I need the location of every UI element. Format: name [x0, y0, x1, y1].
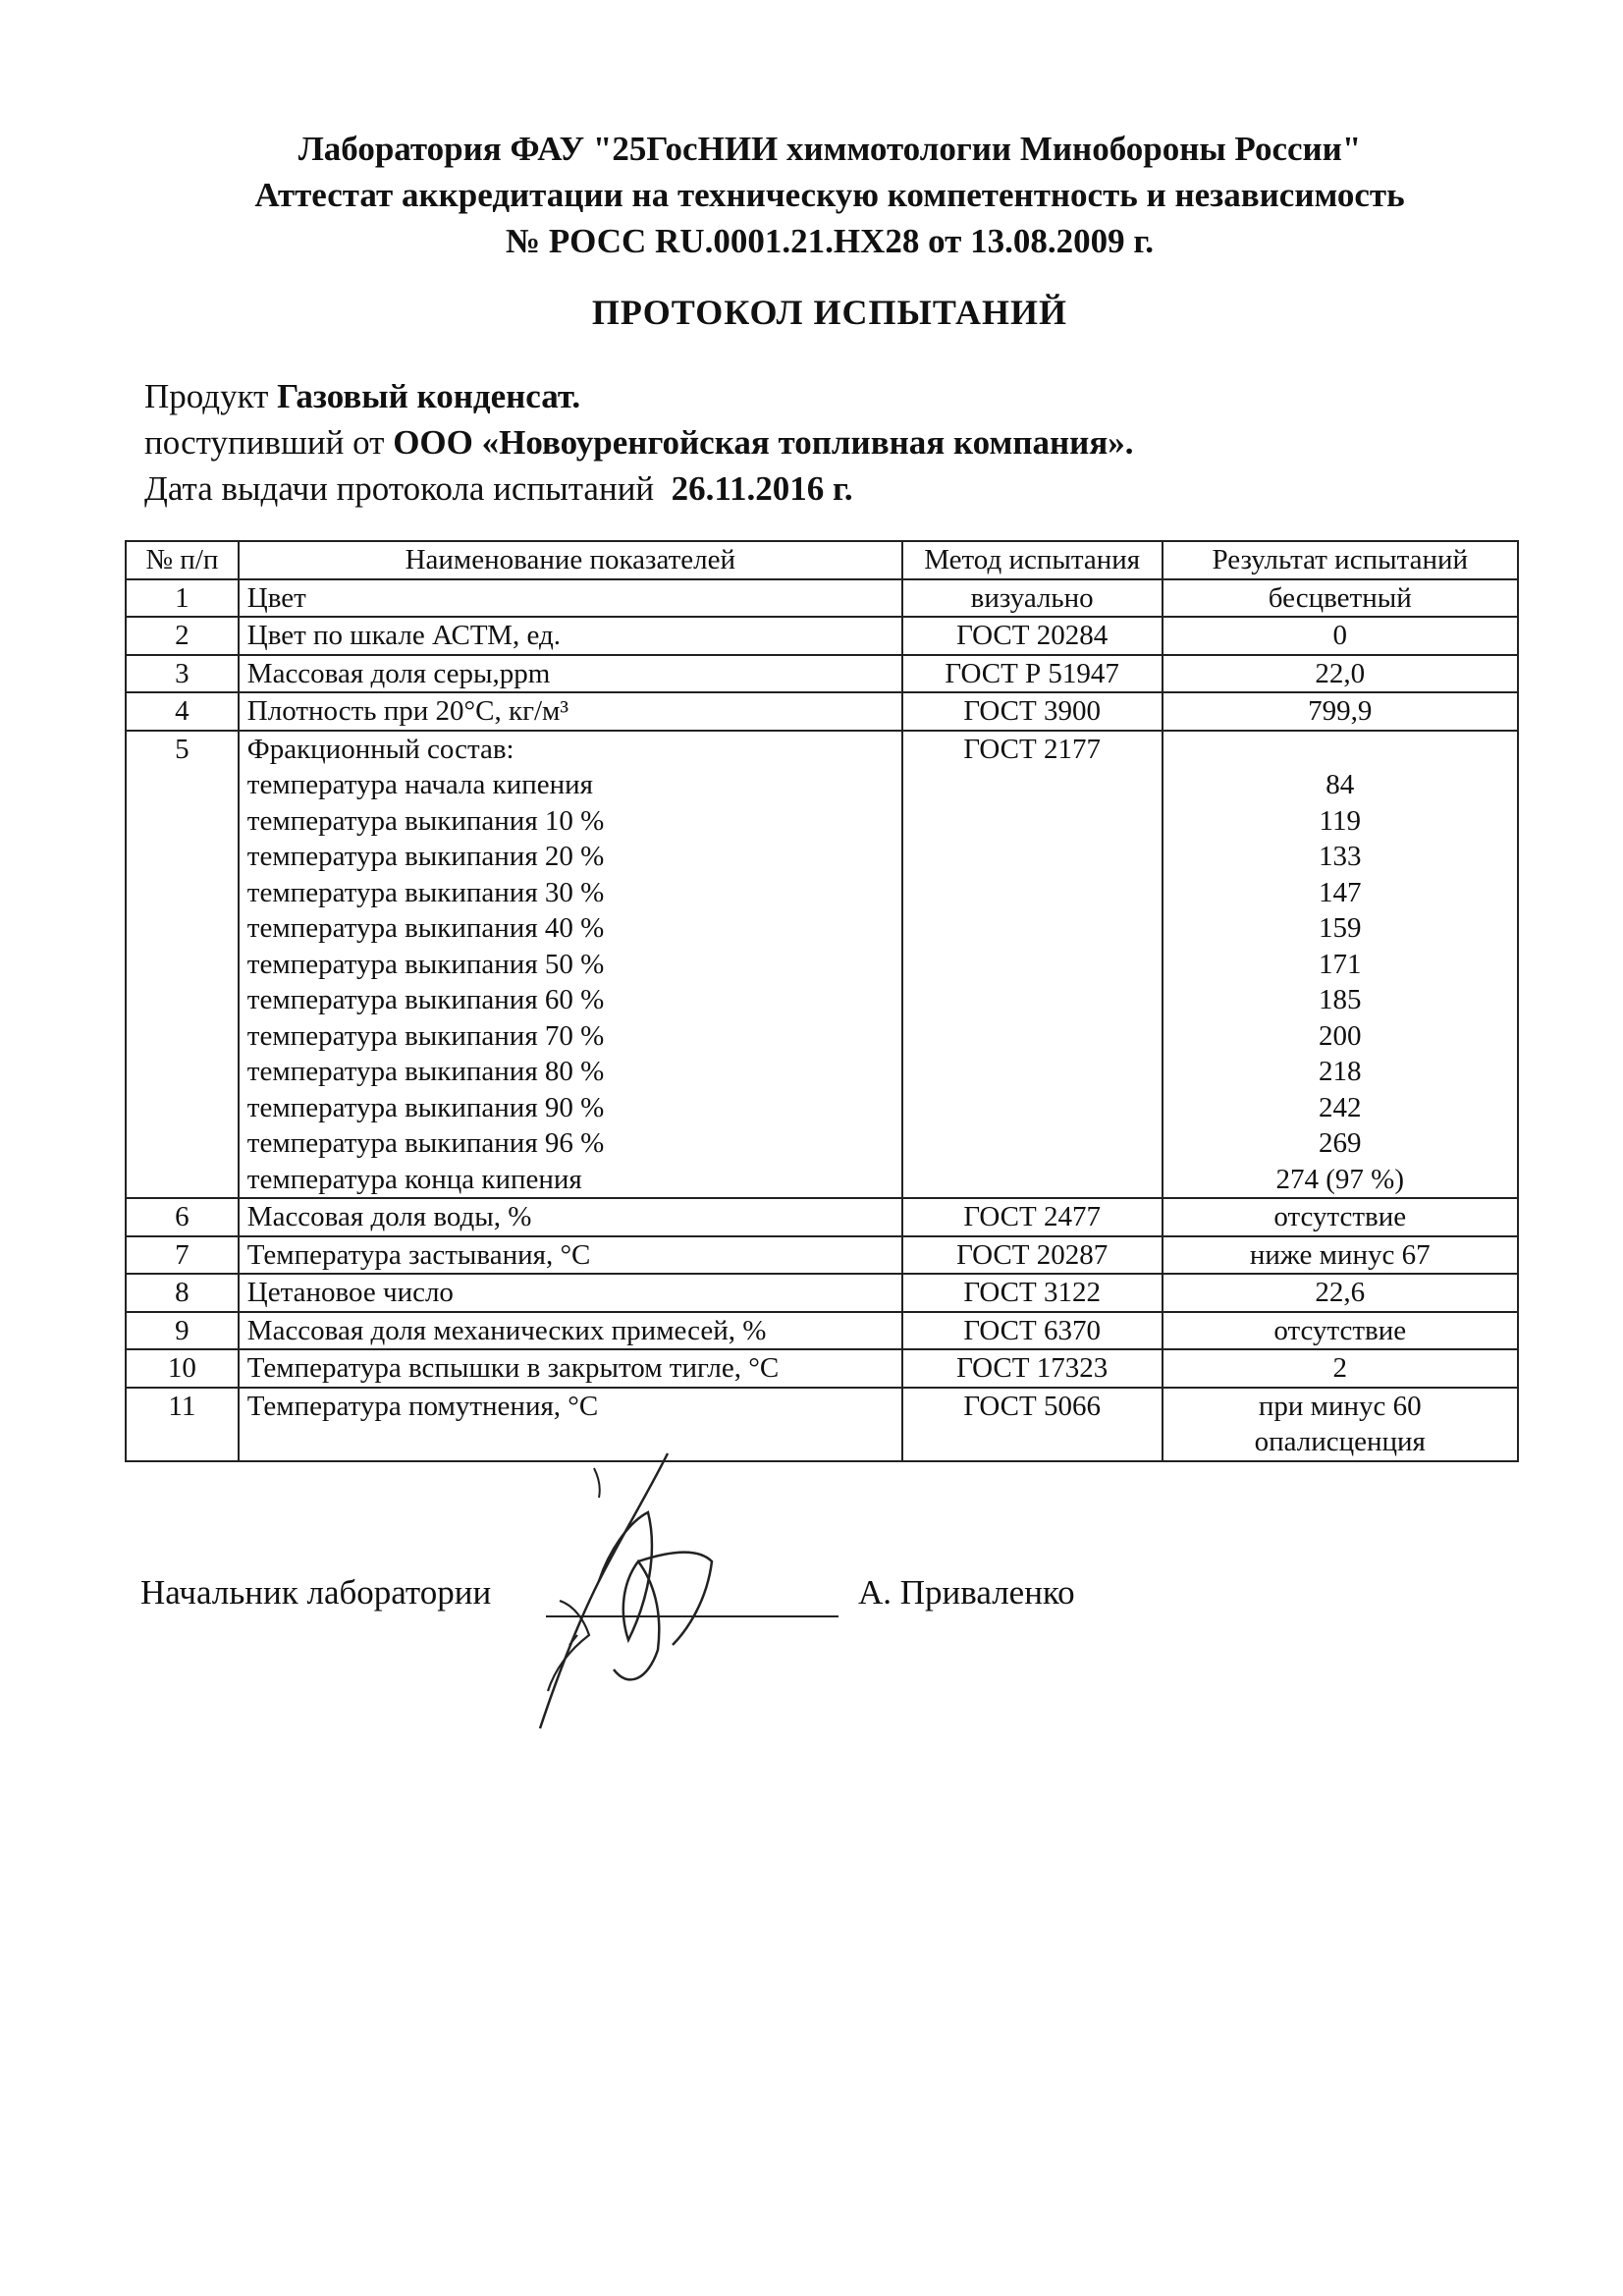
row-result-value: отсутствие	[1273, 1201, 1407, 1232]
row-indicator: Массовая доля механических примесей, %	[239, 1312, 902, 1350]
row-result	[1163, 1349, 1519, 1388]
signature-line	[546, 1615, 839, 1617]
document-title: ПРОТОКОЛ ИСПЫТАНИЙ	[591, 293, 1068, 332]
row-indicator: Цвет по шкале АСТМ, ед.	[239, 617, 902, 655]
supplier-value: ООО «Новоуренгойская топливная компания».	[393, 423, 1134, 462]
row-number: 8	[126, 1274, 239, 1312]
fraction-title: Фракционный состав:	[246, 733, 514, 765]
table-row	[126, 1236, 1518, 1275]
row-indicator: Температура застывания, °С	[239, 1236, 902, 1275]
row-result-value: 22,6	[1315, 1277, 1366, 1308]
row-result	[1163, 617, 1519, 655]
row-result	[1163, 1388, 1519, 1461]
table-row	[126, 655, 1518, 693]
fraction-item-result: 147	[1319, 876, 1362, 908]
fraction-item-name: температура выкипания 40 %	[246, 912, 605, 944]
row-indicator: Цвет	[239, 579, 902, 618]
row-result-value: 2	[1332, 1352, 1347, 1384]
row-number: 11	[126, 1388, 239, 1461]
row-indicator: Массовая доля серы,ppm	[239, 655, 902, 693]
table-header-row	[126, 541, 1518, 579]
row-indicator: Температура помутнения, °С	[239, 1388, 902, 1461]
row-result	[1163, 579, 1519, 618]
certificate-number: № РОСС RU.0001.21.НХ28 от 13.08.2009 г.	[505, 222, 1155, 260]
handwritten-signature	[501, 1434, 756, 1748]
results-table	[125, 540, 1519, 1462]
row-method: ГОСТ 20284	[902, 617, 1163, 655]
row-result-value: бесцветный	[1268, 581, 1412, 614]
row-number: 1	[126, 579, 239, 618]
accreditation-line: Аттестат аккредитации на техническую компетентность и независимость	[254, 176, 1405, 214]
fraction-item-name: температура выкипания 70 %	[246, 1019, 605, 1052]
fraction-item-result: 200	[1319, 1019, 1362, 1052]
fraction-item-name: температура выкипания 20 %	[246, 841, 605, 872]
row-result-value: при минус 60	[1258, 1390, 1422, 1422]
row-method: ГОСТ 5066	[902, 1388, 1163, 1461]
product-label: Продукт	[144, 377, 269, 415]
table-row	[126, 1274, 1518, 1312]
row-method: ГОСТ Р 51947	[902, 655, 1163, 693]
fraction-item-name: температура выкипания 30 %	[246, 876, 605, 908]
product-value: Газовый конденсат.	[277, 377, 581, 415]
row-method: ГОСТ 17323	[902, 1349, 1163, 1388]
row-result-value: 799,9	[1308, 695, 1373, 727]
date-line	[144, 465, 1134, 512]
product-info	[144, 373, 1134, 512]
fraction-item-name: температура выкипания 10 %	[246, 804, 605, 837]
lab-name: Лаборатория ФАУ "25ГосНИИ химмотологии Минобороны России"	[298, 130, 1362, 168]
table-row	[126, 692, 1518, 731]
fraction-item-result: 269	[1319, 1127, 1362, 1159]
row-result-value: ниже минус 67	[1249, 1238, 1431, 1271]
row-number: 4	[126, 692, 239, 731]
table-row-fraction	[126, 731, 1518, 1199]
header-num: № п/п	[126, 541, 239, 579]
header-method: Метод испытания	[902, 541, 1163, 579]
supplier-line	[144, 419, 1134, 465]
row-method: ГОСТ 3900	[902, 692, 1163, 731]
row-result-value: отсутствие	[1273, 1314, 1407, 1346]
row-method: ГОСТ 2477	[902, 1198, 1163, 1236]
fraction-item-result: 185	[1319, 984, 1362, 1015]
row-result	[1163, 655, 1519, 693]
fraction-item-result: 84	[1325, 769, 1355, 800]
row-result-value: 22,0	[1315, 657, 1366, 689]
row-result	[1163, 1198, 1519, 1236]
row-indicator: Массовая доля воды, %	[239, 1198, 902, 1236]
fraction-item-name: температура выкипания 60 %	[246, 984, 605, 1015]
row-indicator: Температура вспышки в закрытом тигле, °С	[239, 1349, 902, 1388]
fraction-item-name: температура выкипания 50 %	[246, 948, 605, 980]
fraction-item-result: 218	[1319, 1056, 1362, 1087]
row-method: визуально	[902, 579, 1163, 618]
row-number: 9	[126, 1312, 239, 1350]
fraction-num: 5	[126, 731, 239, 1199]
fraction-item-result: 242	[1319, 1091, 1362, 1123]
fraction-item-name: температура выкипания 80 %	[246, 1056, 605, 1087]
fraction-results	[1163, 731, 1519, 1199]
fraction-item-result: 171	[1319, 948, 1362, 980]
fraction-names	[239, 731, 902, 1199]
table-row	[126, 579, 1518, 618]
fraction-item-name: температура выкипания 90 %	[246, 1091, 605, 1123]
row-result	[1163, 1274, 1519, 1312]
row-number: 3	[126, 655, 239, 693]
row-method: ГОСТ 3122	[902, 1274, 1163, 1312]
row-result	[1163, 1236, 1519, 1275]
row-method: ГОСТ 20287	[902, 1236, 1163, 1275]
date-value: 26.11.2016 г.	[671, 469, 853, 508]
table-row	[126, 1198, 1518, 1236]
table-row	[126, 617, 1518, 655]
fraction-item-name: температура выкипания 96 %	[246, 1127, 605, 1159]
product-line	[144, 373, 1134, 419]
table-row	[126, 1349, 1518, 1388]
fraction-item-result: 274 (97 %)	[1275, 1163, 1404, 1195]
fraction-item-name: температура начала кипения	[246, 769, 594, 800]
row-result	[1163, 1312, 1519, 1350]
fraction-item-name: температура конца кипения	[246, 1163, 582, 1195]
table-row	[126, 1312, 1518, 1350]
fraction-item-result: 159	[1319, 912, 1362, 944]
date-label: Дата выдачи протокола испытаний	[144, 469, 655, 508]
row-result-extra: опалисценция	[1254, 1426, 1426, 1457]
row-indicator: Плотность при 20°С, кг/м³	[239, 692, 902, 731]
row-number: 7	[126, 1236, 239, 1275]
row-number: 6	[126, 1198, 239, 1236]
table-row	[126, 1388, 1518, 1461]
row-method: ГОСТ 6370	[902, 1312, 1163, 1350]
signer-name: А. Приваленко	[858, 1573, 1075, 1612]
header-name: Наименование показателей	[239, 541, 902, 579]
fraction-item-result: 119	[1319, 804, 1361, 837]
signature-position: Начальник лаборатории	[140, 1573, 492, 1612]
row-result	[1163, 692, 1519, 731]
supplier-label: поступивший от	[144, 423, 385, 462]
row-indicator: Цетановое число	[239, 1274, 902, 1312]
fraction-item-result: 133	[1319, 841, 1362, 872]
document-header	[128, 126, 1532, 264]
row-number: 10	[126, 1349, 239, 1388]
row-number: 2	[126, 617, 239, 655]
header-result: Результат испытаний	[1163, 541, 1519, 579]
row-result-value: 0	[1332, 620, 1347, 651]
fraction-method: ГОСТ 2177	[902, 731, 1163, 1199]
